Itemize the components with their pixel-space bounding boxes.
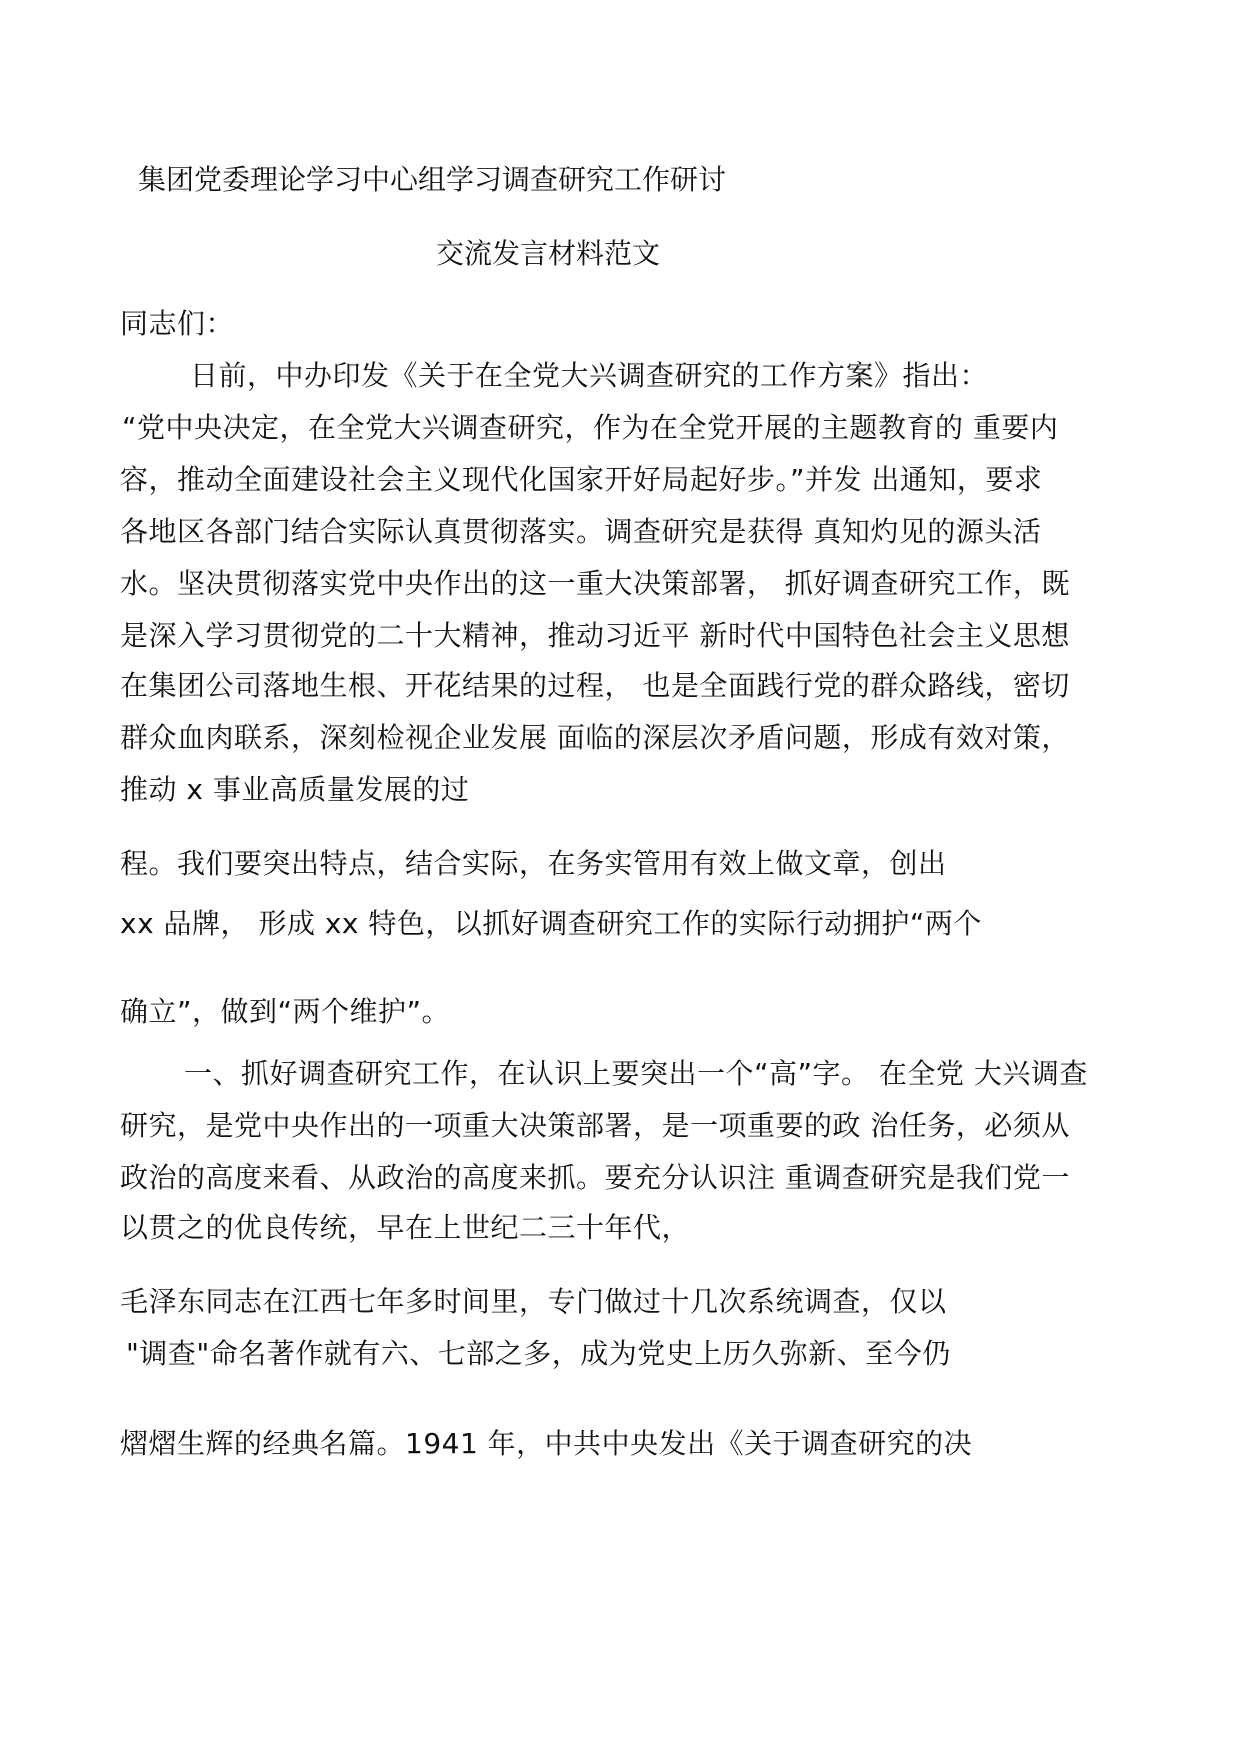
paragraph-line: xx 品牌， 形成 xx 特色，以抓好调查研究工作的实际行动拥护“两个 xyxy=(120,907,982,940)
paragraph-line: 熠熠生辉的经典名篇。1941 年，中共中央发出《关于调查研究的决 xyxy=(120,1427,973,1460)
paragraph-line: 毛泽东同志在江西七年多时间里，专门做过十几次系统调查，仅以 xyxy=(120,1285,947,1318)
paragraph-line: 容，推动全面建设社会主义现代化国家开好局起好步。”并发 出通知，要求 xyxy=(120,463,1043,496)
paragraph-line: 在集团公司落地生根、开花结果的过程， 也是全面践行党的群众路线，密切 xyxy=(120,669,1070,702)
paragraph-line: 程。我们要突出特点，结合实际，在务实管用有效上做文章，创出 xyxy=(120,847,947,880)
document-title-line-1: 集团党委理论学习中心组学习调查研究工作研讨 xyxy=(138,163,727,196)
paragraph-line: 确立”，做到“两个维护”。 xyxy=(120,995,451,1028)
paragraph-line: 研究，是党中央作出的一项重大决策部署，是一项重要的政 治任务，必须从 xyxy=(120,1109,1070,1142)
paragraph-line: "调查"命名著作就有六、七部之多，成为党史上历久弥新、至今仍 xyxy=(126,1337,951,1370)
paragraph-line: 各地区各部门结合实际认真贯彻落实。调查研究是获得 真知灼见的源头活 xyxy=(120,515,1042,548)
paragraph-line: 群众血肉联系，深刻检视企业发展 面临的深层次矛盾问题，形成有效对策， xyxy=(120,721,1070,754)
paragraph-line: 以贯之的优良传统，早在上世纪二三十年代， xyxy=(120,1211,691,1244)
paragraph-line: 水。坚决贯彻落实党中央作出的这一重大决策部署， 抓好调查研究工作，既 xyxy=(120,567,1070,600)
paragraph-line: 是深入学习贯彻党的二十大精神，推动习近平 新时代中国特色社会主义思想 xyxy=(120,619,1070,652)
paragraph-line: 日前，中办印发《关于在全党大兴调查研究的工作方案》指出： xyxy=(190,359,989,392)
paragraph-line: “党中央决定，在全党大兴调查研究，作为在全党开展的主题教育的 重要内 xyxy=(122,411,1059,444)
paragraph-line: 推动 x 事业高质量发展的过 xyxy=(120,773,470,806)
section-heading-line: 一、抓好调查研究工作，在认识上要突出一个“高”字。 在全党 大兴调查 xyxy=(184,1057,1088,1090)
paragraph-line: 政治的高度来看、从政治的高度来抓。要充分认识注 重调查研究是我们党一 xyxy=(120,1161,1070,1194)
document-title-line-2: 交流发言材料范文 xyxy=(436,237,661,270)
salutation: 同志们： xyxy=(120,307,235,340)
